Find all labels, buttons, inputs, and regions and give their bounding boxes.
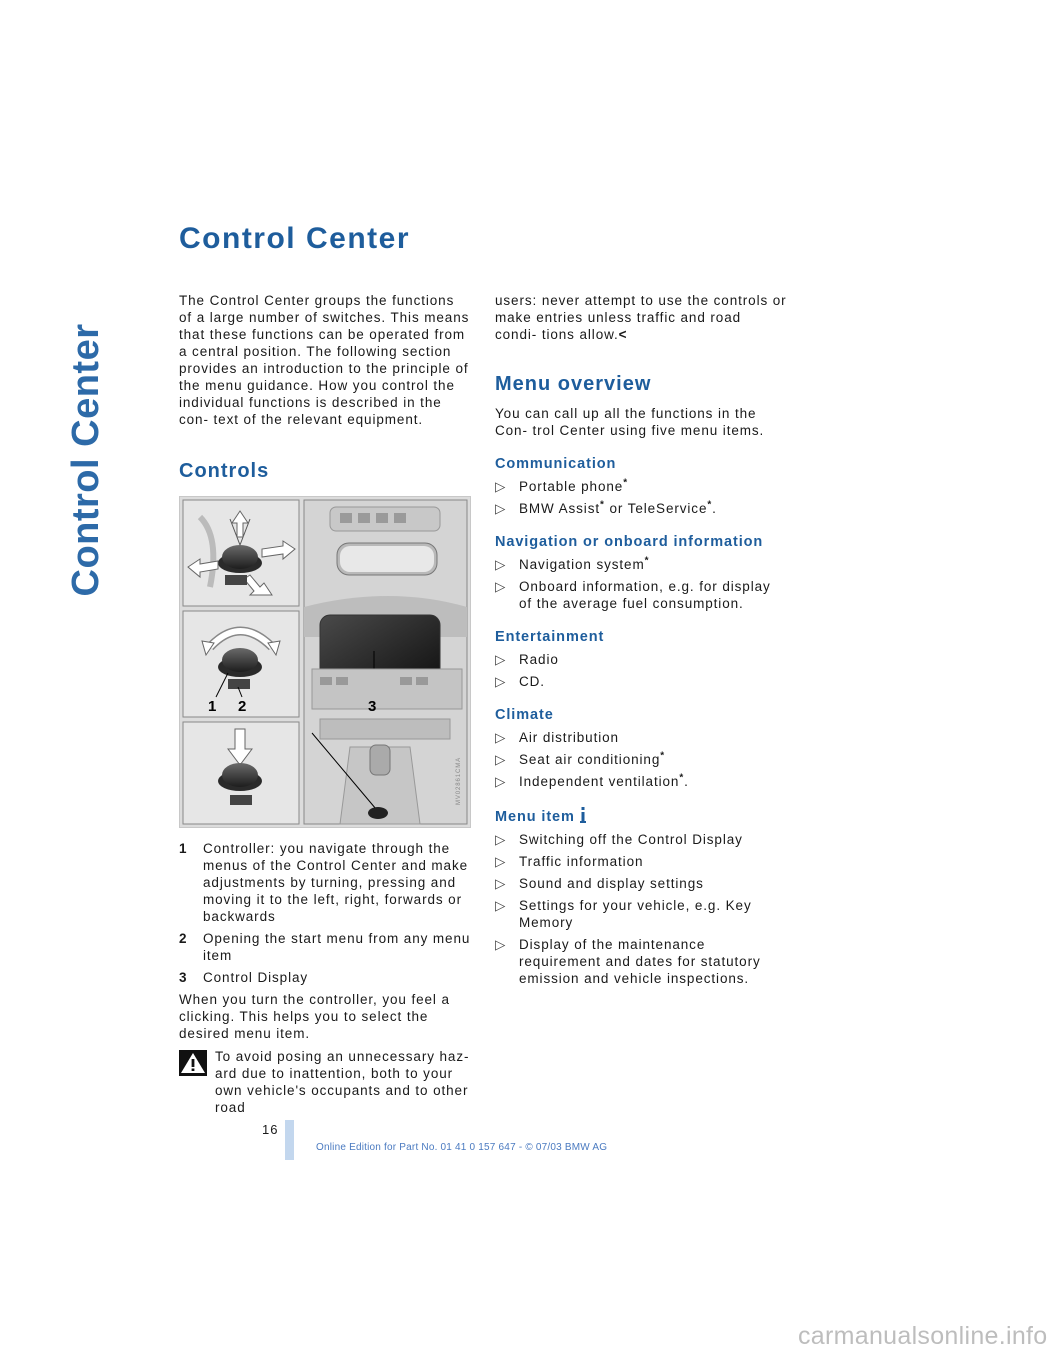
page-marker-bar	[285, 1120, 294, 1160]
legend-item: 2 Opening the start menu from any menu item	[179, 931, 471, 963]
warning-block	[179, 1048, 471, 1116]
menu-overview-heading: Menu overview	[495, 373, 652, 395]
bullet-icon: ▷	[495, 937, 507, 952]
controls-figure	[179, 496, 471, 828]
controller-illustration	[180, 497, 470, 827]
warning-continuation: users: never attempt to use the controls or make entries unless traffic and road condi- tions allow.<	[495, 293, 787, 342]
list-item: ▷ CD.	[495, 674, 545, 689]
list-item: ▷ Sound and display settings	[495, 876, 704, 891]
controller-note: When you turn the controller, you feel a clicking. This helps you to select the desired menu item.	[179, 992, 450, 1041]
list-item: ▷ Air distribution	[495, 730, 619, 745]
entertainment-heading: Entertainment	[495, 629, 605, 645]
bullet-icon: ▷	[495, 752, 507, 767]
bullet-icon: ▷	[495, 557, 507, 572]
right-column	[495, 292, 787, 992]
list-item: ▷ Radio	[495, 652, 559, 667]
figure-label-1: 1	[208, 698, 218, 715]
page-number: 16	[262, 1122, 279, 1137]
navigation-heading: Navigation or onboard information	[495, 534, 764, 550]
bullet-icon: ▷	[495, 730, 507, 745]
list-item: ▷ Independent ventilation*.	[495, 772, 689, 789]
controls-heading: Controls	[179, 460, 270, 482]
menu-item-heading: Menu item	[495, 807, 787, 826]
bullet-icon: ▷	[495, 832, 507, 847]
bullet-icon: ▷	[495, 876, 507, 891]
list-item: ▷ Display of the maintenance requirement and dates for statutory emission and vehicle inspections.	[495, 937, 761, 986]
controls-legend	[179, 840, 471, 986]
list-item: ▷ Onboard information, e.g. for display of the average fuel consumption.	[495, 579, 771, 611]
climate-heading: Climate	[495, 707, 554, 723]
entertainment-list	[495, 651, 787, 690]
menu-overview-intro: You can call up all the functions in the Con- trol Center using five menu items.	[495, 406, 765, 438]
bullet-icon: ▷	[495, 579, 507, 594]
bullet-icon: ▷	[495, 479, 507, 494]
bullet-icon: ▷	[495, 501, 507, 516]
figure-code: MV02861CMA	[456, 756, 462, 805]
bullet-icon: ▷	[495, 898, 507, 913]
info-icon	[579, 807, 587, 823]
list-item: ▷ Settings for your vehicle, e.g. Key Memory	[495, 898, 752, 930]
left-column	[179, 292, 471, 1116]
bullet-icon: ▷	[495, 774, 507, 789]
list-item: ▷ Seat air conditioning*	[495, 750, 666, 767]
legend-item: 3 Control Display	[179, 970, 309, 985]
list-item: ▷ Navigation system*	[495, 555, 650, 572]
bullet-icon: ▷	[495, 674, 507, 689]
menu-item-list	[495, 831, 787, 987]
list-item: ▷ Switching off the Control Display	[495, 832, 743, 847]
warning-text: To avoid posing an unnecessary haz- ard due to inattention, both to your own vehicle's occupants and to other road	[215, 1049, 470, 1115]
legend-item: 1 Controller: you navigate through the menus of the Control Center and make adjustments by turning, pressing and moving it to the left, right, forwards or backwards	[179, 841, 469, 924]
communication-heading: Communication	[495, 456, 617, 472]
list-item: ▷ BMW Assist* or TeleService*.	[495, 499, 717, 516]
side-section-title: Control Center	[65, 323, 107, 597]
navigation-list	[495, 556, 787, 612]
bullet-icon: ▷	[495, 854, 507, 869]
page-title: Control Center	[179, 222, 410, 255]
bullet-icon: ▷	[495, 652, 507, 667]
intro-paragraph: The Control Center groups the functions of a large number of switches. This means that these functions can be operated from a central position. The following section provides an introduction to the principle of the menu guidance. How you control the individual functions is described in the con- text of the relevant equipment.	[179, 293, 470, 427]
end-mark: <	[618, 327, 628, 342]
figure-label-2: 2	[238, 698, 248, 715]
footer-edition: Online Edition for Part No. 01 41 0 157 647 - © 07/03 BMW AG	[316, 1142, 608, 1153]
list-item: ▷ Portable phone*	[495, 477, 628, 494]
communication-list	[495, 478, 787, 517]
warning-icon	[179, 1050, 207, 1076]
watermark: carmanualsonline.info	[798, 1322, 1048, 1350]
climate-list	[495, 729, 787, 790]
list-item: ▷ Traffic information	[495, 854, 644, 869]
figure-label-3: 3	[368, 698, 378, 715]
